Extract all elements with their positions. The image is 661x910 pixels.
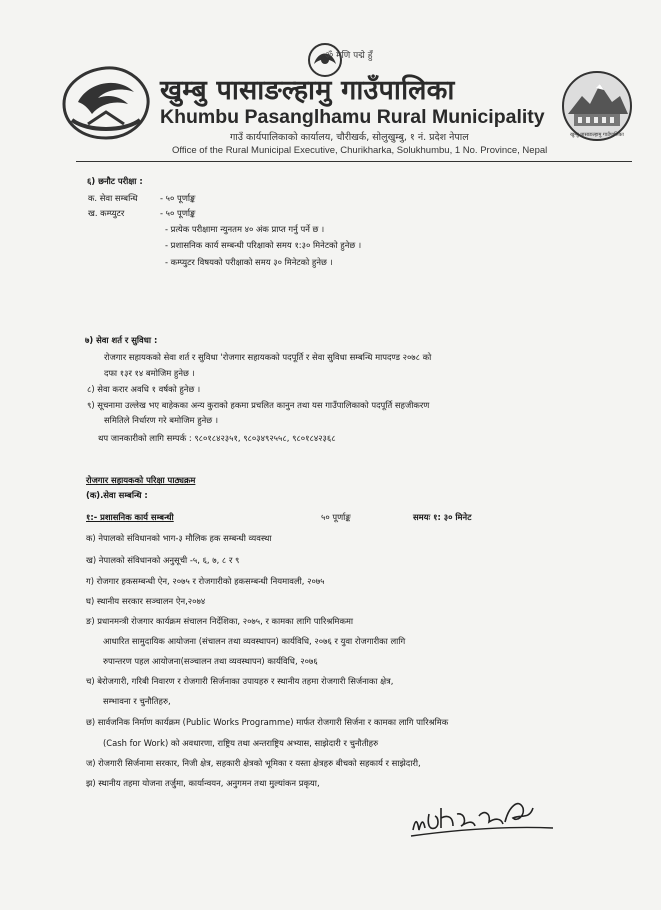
syllabus-item: घ) स्थानीय सरकार सञ्चालन ऐन,२०७४: [86, 596, 206, 606]
syllabus-time: समयः १: ३० मिनेट: [413, 512, 472, 522]
header-motto: ॐ मणि पद्मे हुँ: [325, 51, 373, 61]
office-address-english: Office of the Rural Municipal Executive, Churikharka, Solukhumbu, 1 No. Province, Nepal: [172, 145, 548, 156]
syllabus-item: सम्भावना र चुनौतिहरु,: [103, 696, 171, 706]
syllabus-item: ग) रोजगार हकसम्बन्धी ऐन, २०७५ र रोजगारीको हकसम्बन्धी नियमावली, २०७५: [86, 576, 325, 586]
service-item: ८) सेवा करार अवधि १ वर्षको हुनेछ ।: [87, 384, 201, 394]
nepal-emblem-logo: [58, 62, 154, 142]
exam-note: - प्रत्येक परीक्षामा न्युनतम ४० अंक प्राप्त गर्नु पर्ने छ ।: [165, 224, 325, 234]
syllabus-marks: ५० पूर्णाङ्क: [321, 512, 351, 522]
service-heading: ७) सेवा शर्त र सुविधा :: [85, 335, 158, 345]
exam-row-label: क. सेवा सम्बन्धि: [88, 193, 138, 203]
syllabus-item: रुपान्तरण पहल आयोजना(सञ्चालन तथा व्यवस्थापन) कार्यविधि, २०७६: [103, 656, 318, 666]
service-text: रोजगार सहायकको सेवा शर्त र सुविधा 'रोजगार सहायकको पदपूर्ति र सेवा सुविधा सम्बन्धि मापदण्ड २०७८ को: [104, 352, 432, 362]
exam-row-value: - ५० पूर्णाङ्क: [160, 193, 196, 203]
syllabus-item: ख) नेपालको संविधानको अनुसूची -५, ६, ७, ८ र ९: [86, 555, 240, 565]
exam-note: - कम्प्युटर विषयको परीक्षाको समय ३० मिनेटको हुनेछ ।: [165, 257, 333, 267]
syllabus-item: (Cash for Work) को अवधारणा, राष्ट्रिय तथा अन्तराष्ट्रिय अभ्यास, साझेदारी र चुनौतीहरु: [103, 738, 379, 748]
exam-note: - प्रशासनिक कार्य सम्बन्धी परिक्षाको समय १:३० मिनेटको हुनेछ ।: [165, 240, 362, 250]
handwritten-signature: [405, 778, 555, 848]
municipality-name-nepali: खुम्बु पासाङल्हामु गाउँपालिका: [160, 75, 455, 106]
service-item: समितिले निर्धारण गरे बमोजिम हुनेछ ।: [104, 415, 219, 425]
exam-row-value: - ५० पूर्णाङ्क: [160, 208, 196, 218]
syllabus-item: छ) सार्वजनिक निर्माण कार्यक्रम (Public Works Programme) मार्फत रोजगारी सिर्जना र कामका लागि पारिश्रमिक: [86, 717, 449, 727]
syllabus-section-title: १:- प्रशासनिक कार्य सम्बन्धी: [86, 512, 174, 522]
office-address-nepali: गाउँ कार्यपालिकाको कार्यालय, चौरीखर्क, सोलुखुम्बु, १ नं. प्रदेश नेपाल: [230, 132, 469, 143]
exam-heading: ६) छनौट परीक्षा :: [87, 176, 143, 186]
municipality-name-english: Khumbu Pasanglhamu Rural Municipality: [160, 106, 545, 128]
service-text: दफा १३र १४ बमोजिम हुनेछ ।: [104, 368, 195, 378]
exam-row-label: ख. कम्प्युटर: [88, 208, 125, 218]
syllabus-item: क) नेपालको संविधानको भाग-३ मौलिक हक सम्बन्धी व्यवस्था: [86, 533, 272, 543]
syllabus-subtitle: (क).सेवा सम्बन्धि :: [86, 490, 148, 500]
syllabus-item: च) बेरोजगारी, गरिबी निवारण र रोजगारी सिर्जनाका उपायहरु र स्थानीय तहमा रोजगारी सिर्जनाका क्षेत्र,: [86, 676, 394, 686]
syllabus-title: रोजगार सहायकको परिक्षा पाठ्यक्रम: [86, 475, 196, 485]
syllabus-item: झ) स्थानीय तहमा योजना तर्जुमा, कार्यान्वयन, अनुगमन तथा मुल्यांकन प्रकृया,: [86, 778, 320, 788]
syllabus-item: आधारित सामुदायिक आयोजना (संचालन तथा व्यवस्थापन) कार्यविधि, २०७६ र युवा रोजगारीका लागि: [103, 636, 406, 646]
contact-line: थप जानकारीको लागि सम्पर्क : ९८०१८४२३५१, ९८०३४९२५५८, ९८०१८४२३६८: [98, 433, 336, 443]
svg-text:खुम्बु पासाङल्हामु गाउँपालिका: खुम्बु पासाङल्हामु गाउँपालिका: [570, 132, 624, 138]
header-divider: [76, 161, 632, 162]
municipality-seal-logo: [560, 70, 634, 142]
syllabus-item: ङ) प्रधानमन्त्री रोजगार कार्यक्रम संचालन निर्देशिका, २०७५, र कामका लागि पारिश्रमिकमा: [86, 616, 354, 626]
syllabus-item: ज) रोजगारी सिर्जनामा सरकार, निजी क्षेत्र, सहकारी क्षेत्रको भूमिका र यस्ता क्षेत्रहरु बीचको सहकार्य र साझेदारी,: [86, 758, 421, 768]
service-item: ९) सूचनामा उल्लेख भए बाहेकका अन्य कुराको हकमा प्रचलित कानुन तथा यस गाउँपालिकाको पदपूर्ति सहजीकरण: [87, 400, 430, 410]
